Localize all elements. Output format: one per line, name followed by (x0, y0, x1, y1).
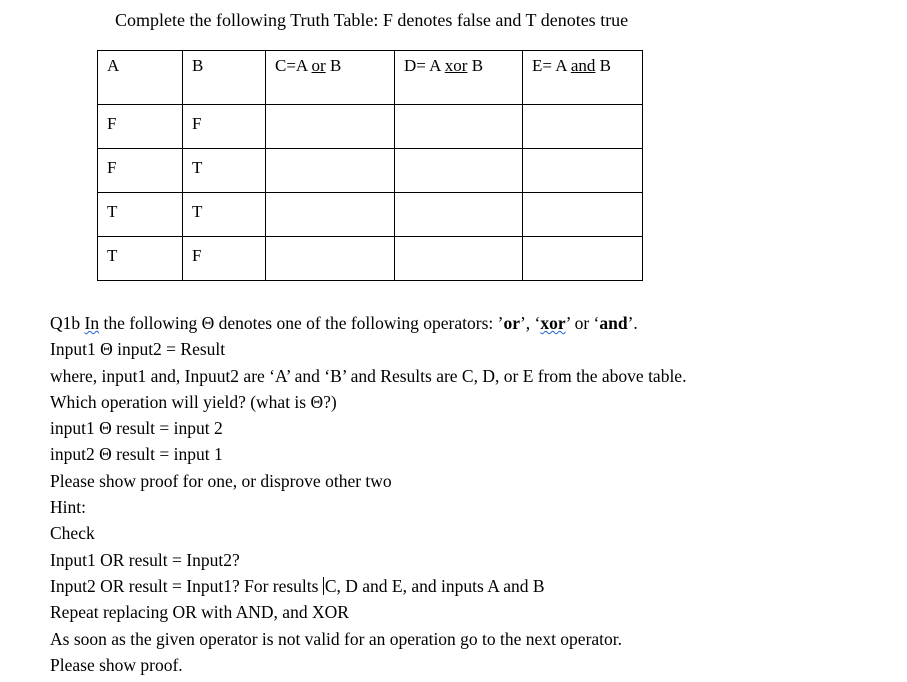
cell-c-empty[interactable] (266, 149, 395, 193)
cell-b: F (183, 105, 266, 149)
cell-e-empty[interactable] (523, 149, 643, 193)
question-line: Input1 Θ input2 = Result (50, 339, 226, 360)
question-line: input2 Θ result = input 1 (50, 444, 223, 465)
hint-label: Hint: (50, 497, 86, 518)
header-c-or: C=A or B (266, 51, 395, 105)
table-row (98, 237, 643, 281)
question-line: where, input1 and, Inpuut2 are ‘A’ and ‘B’ and Results are C, D, or E from the above table. (50, 365, 687, 386)
cell-e-empty[interactable] (523, 193, 643, 237)
cell-c-empty[interactable] (266, 237, 395, 281)
cell-a: F (98, 105, 183, 149)
table-row (98, 105, 643, 149)
question-line: Q1b In the following Θ denotes one of the following operators: ’or’, ‘xor’ or ‘and’. (50, 313, 638, 333)
header-d-xor: D= A xor B (395, 51, 523, 105)
truth-table (97, 50, 643, 281)
question-line: Input2 OR result = Input1? For results C, D and E, and inputs A and B (50, 575, 545, 596)
cell-d-empty[interactable] (395, 193, 523, 237)
question-line: As soon as the given operator is not valid for an operation go to the next operator. (50, 628, 623, 649)
cell-d-empty[interactable] (395, 237, 523, 281)
question-line: Input1 OR result = Input2? (50, 549, 240, 570)
cell-e-empty[interactable] (523, 105, 643, 149)
table-row (98, 149, 643, 193)
question-line: Please show proof. (50, 654, 183, 675)
cell-d-empty[interactable] (395, 105, 523, 149)
cell-b: F (183, 237, 266, 281)
cell-a: T (98, 193, 183, 237)
page-title: Complete the following Truth Table: F denotes false and T denotes true (115, 10, 629, 30)
cell-d-empty[interactable] (395, 149, 523, 193)
table-header-row (98, 51, 643, 105)
cell-b: T (183, 193, 266, 237)
question-line: Which operation will yield? (what is Θ?) (50, 391, 337, 412)
question-line: Repeat replacing OR with AND, and XOR (50, 602, 349, 623)
cell-b: T (183, 149, 266, 193)
question-line: Please show proof for one, or disprove other two (50, 470, 392, 491)
cell-c-empty[interactable] (266, 193, 395, 237)
header-e-and: E= A and B (523, 51, 643, 105)
question-line: Check (50, 523, 95, 544)
table-row (98, 193, 643, 237)
cell-a: F (98, 149, 183, 193)
cell-c-empty[interactable] (266, 105, 395, 149)
header-b: B (183, 51, 266, 105)
header-a: A (98, 51, 183, 105)
question-text (50, 310, 686, 678)
question-line: input1 Θ result = input 2 (50, 418, 223, 439)
cell-a: T (98, 237, 183, 281)
cell-e-empty[interactable] (523, 237, 643, 281)
text-cursor (323, 577, 324, 595)
